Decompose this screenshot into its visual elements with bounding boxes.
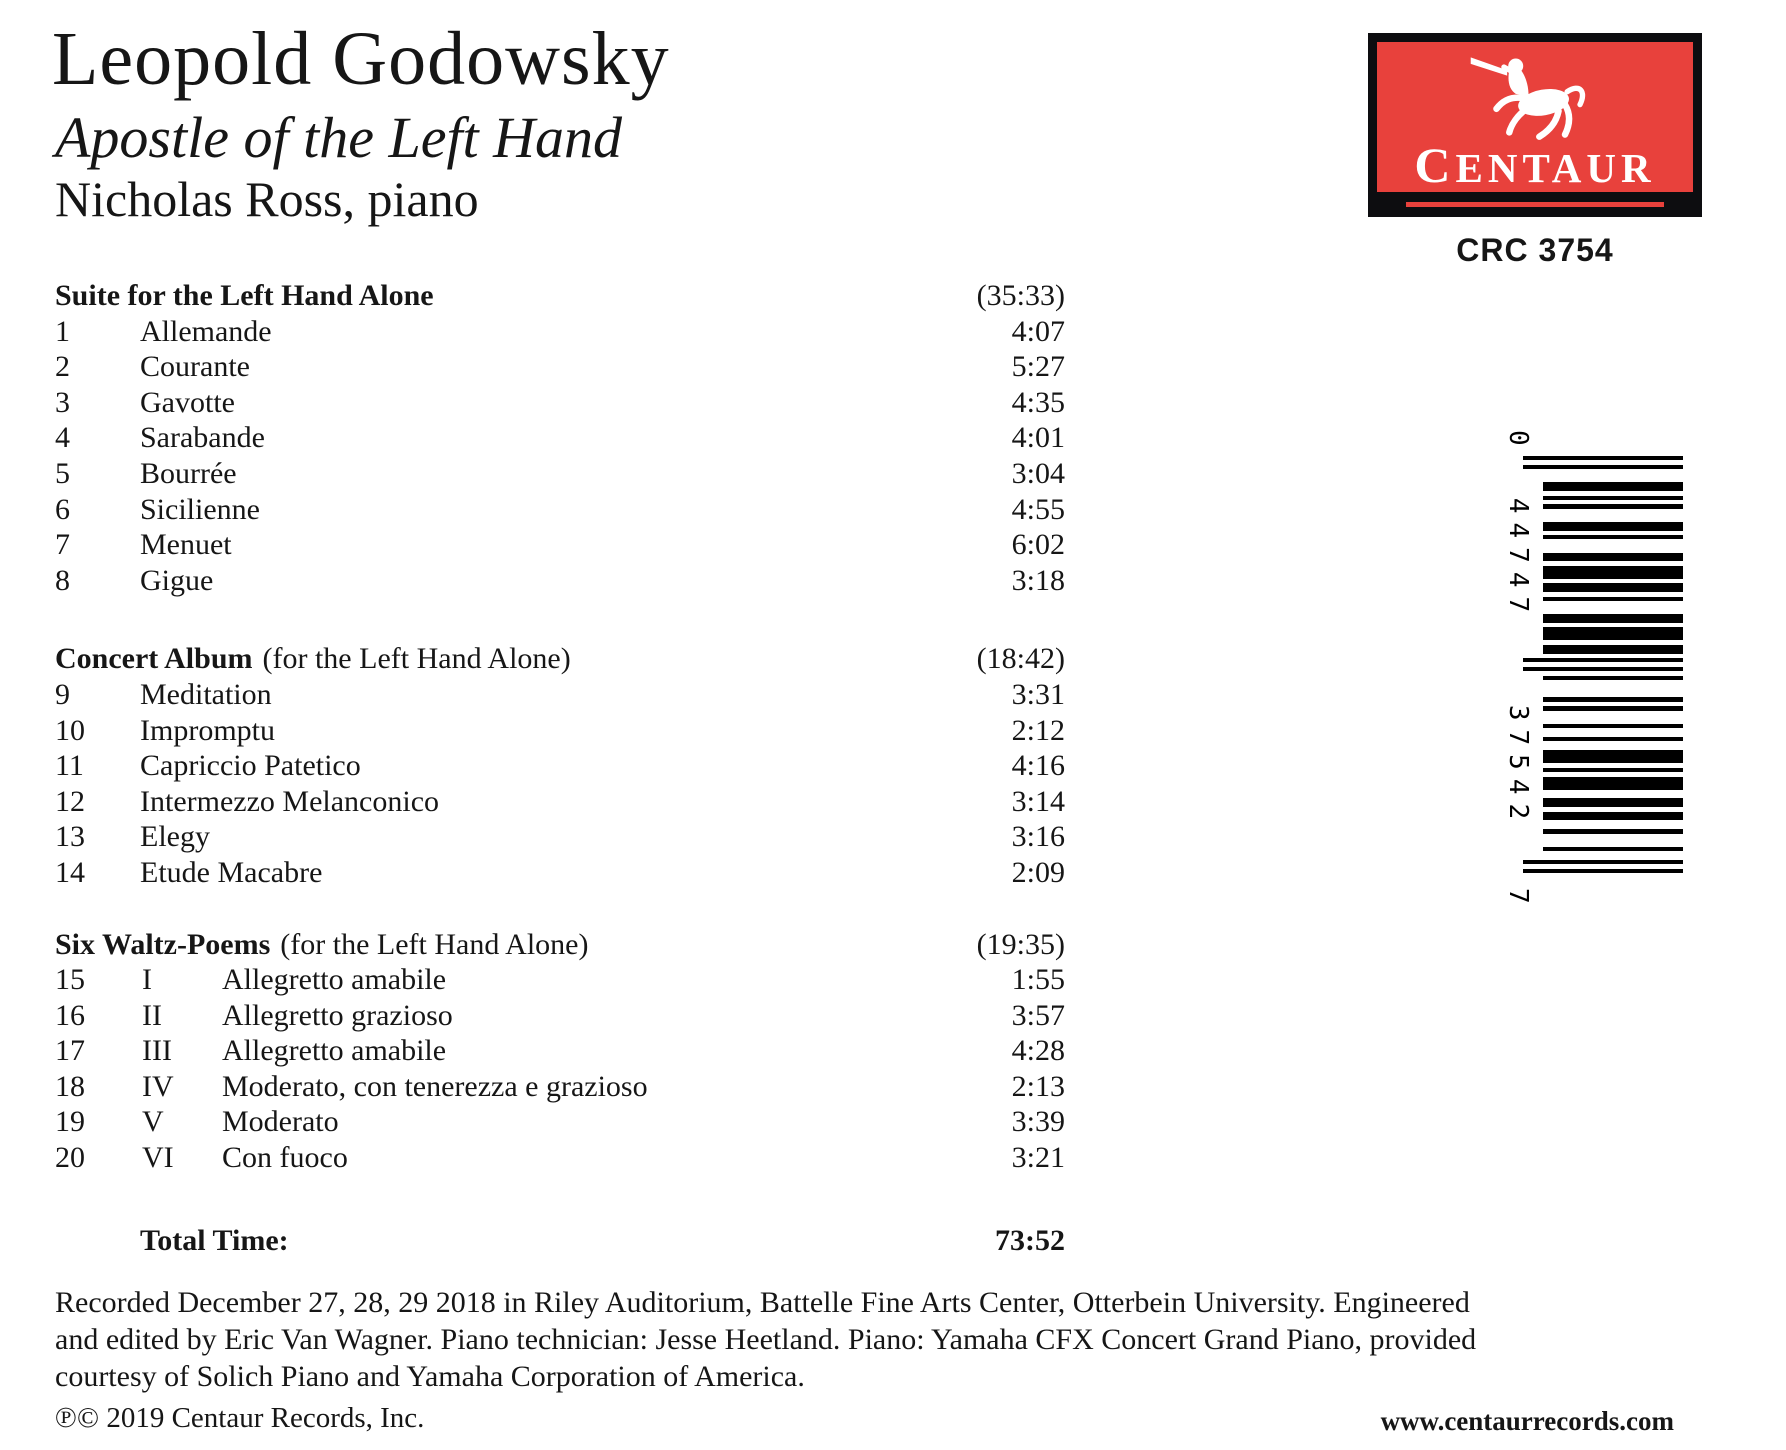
composer-title: Leopold Godowsky: [52, 17, 670, 101]
track-row: [55, 962, 1065, 998]
track-time: 4:01: [1011, 421, 1065, 455]
performer-line: Nicholas Ross, piano: [55, 171, 479, 227]
track-title: Sarabande: [140, 421, 265, 455]
track-row: [55, 855, 1065, 891]
track-time: 1:55: [1011, 963, 1065, 997]
barcode-digit-group1: 44747: [1503, 497, 1533, 622]
track-time: 2:12: [1011, 713, 1065, 747]
track-time: 3:21: [1011, 1141, 1065, 1175]
track-row: [55, 1140, 1065, 1176]
track-title: Moderato, con tenerezza e grazioso: [222, 1069, 648, 1103]
track-number: 10: [55, 713, 85, 747]
track-time: 4:28: [1011, 1034, 1065, 1068]
track-title: Gavotte: [140, 385, 235, 419]
track-movement: III: [142, 1034, 172, 1068]
barcode-inner: [1500, 428, 1683, 928]
track-row: [55, 713, 1065, 749]
section-subtitle: (for the Left Hand Alone): [280, 927, 589, 961]
track-movement: VI: [142, 1141, 174, 1175]
track-time: 3:39: [1011, 1105, 1065, 1139]
track-time: 3:57: [1011, 998, 1065, 1032]
track-number: 8: [55, 563, 70, 597]
track-number: 17: [55, 1034, 85, 1068]
track-row: [55, 998, 1065, 1034]
track-row: [55, 1104, 1065, 1140]
track-title: Allemande: [140, 314, 272, 348]
website-text: www.centaurrecords.com: [1380, 1406, 1674, 1436]
track-title: Allegretto amabile: [222, 1034, 447, 1068]
section-duration: (18:42): [976, 642, 1065, 676]
track-row: [55, 456, 1065, 492]
album-section: [55, 278, 1065, 598]
barcode: [1500, 428, 1683, 928]
album-section: [55, 927, 1065, 1176]
total-time-row: [55, 1223, 1065, 1259]
logo-brand-text: CENTAUR: [1414, 137, 1656, 193]
barcode-bars: [1523, 456, 1683, 873]
track-row: [55, 819, 1065, 855]
track-number: 19: [55, 1105, 85, 1139]
barcode-digit-trail: 7: [1503, 888, 1533, 904]
track-time: 5:27: [1011, 350, 1065, 384]
track-number: 9: [55, 677, 70, 711]
track-number: 18: [55, 1069, 85, 1103]
track-row: [55, 314, 1065, 350]
credit-line: Recorded December 27, 28, 29 2018 in Riley Auditorium, Battelle Fine Arts Center, Otterbein University. Engineered: [55, 1286, 1470, 1319]
track-number: 11: [55, 749, 84, 783]
track-number: 2: [55, 350, 70, 384]
track-title: Impromptu: [140, 713, 275, 747]
section-title: Suite for the Left Hand Alone: [55, 279, 434, 312]
track-row: [55, 784, 1065, 820]
track-row: [55, 677, 1065, 713]
credits-paragraph: [55, 1284, 1695, 1395]
logo-red-panel: [1377, 42, 1693, 192]
track-time: 3:14: [1011, 784, 1065, 818]
track-row: [55, 385, 1065, 421]
track-row: [55, 527, 1065, 563]
track-title: Intermezzo Melanconico: [140, 784, 440, 818]
total-time-label: Total Time:: [140, 1223, 289, 1257]
track-time: 4:07: [1011, 314, 1065, 348]
track-title: Gigue: [140, 563, 214, 597]
track-row: [55, 1069, 1065, 1105]
track-number: 13: [55, 820, 85, 854]
track-time: 3:18: [1011, 563, 1065, 597]
track-time: 4:55: [1011, 492, 1065, 526]
track-number: 14: [55, 855, 85, 889]
logo-underline: [1406, 202, 1664, 207]
section-title: Concert Album: [55, 642, 253, 676]
track-row: [55, 1033, 1065, 1069]
section-heading: [55, 927, 1065, 963]
track-title: Courante: [140, 350, 250, 384]
track-number: 7: [55, 528, 70, 562]
track-movement: V: [142, 1105, 164, 1139]
track-time: 3:31: [1011, 677, 1065, 711]
section-subtitle: (for the Left Hand Alone): [262, 642, 571, 676]
track-row: [55, 748, 1065, 784]
section-duration: (19:35): [976, 927, 1065, 961]
track-number: 20: [55, 1141, 85, 1175]
track-title: Allegretto grazioso: [222, 998, 453, 1032]
track-row: [55, 420, 1065, 456]
track-number: 12: [55, 784, 85, 818]
catalog-number: CRC 3754: [1456, 232, 1614, 268]
track-title: Menuet: [140, 528, 232, 562]
track-movement: IV: [142, 1069, 174, 1103]
section-heading: [55, 278, 1065, 314]
barcode-digit-lead: 0: [1503, 430, 1533, 446]
track-title: Etude Macabre: [140, 855, 323, 889]
track-row: [55, 492, 1065, 528]
centaur-figure-icon: [1460, 42, 1610, 150]
copyright-line: ℗© 2019 Centaur Records, Inc.: [55, 1402, 425, 1434]
track-number: 15: [55, 963, 85, 997]
credit-line: and edited by Eric Van Wagner. Piano technician: Jesse Heetland. Piano: Yamaha CFX Concert Grand Piano, provided: [55, 1323, 1477, 1356]
track-title: Elegy: [140, 820, 210, 854]
credit-line: courtesy of Solich Piano and Yamaha Corporation of America.: [55, 1360, 805, 1393]
total-time-value: 73:52: [995, 1223, 1065, 1257]
section-duration: (35:33): [976, 279, 1065, 312]
track-title: Meditation: [140, 677, 272, 711]
album-section: [55, 641, 1065, 890]
track-row: [55, 563, 1065, 599]
track-movement: II: [142, 998, 162, 1032]
track-number: 16: [55, 998, 85, 1032]
section-heading: [55, 641, 1065, 677]
centaur-logo: [1368, 33, 1702, 217]
album-subtitle: Apostle of the Left Hand: [55, 105, 623, 170]
track-time: 2:09: [1011, 855, 1065, 889]
track-row: [55, 349, 1065, 385]
track-list: [55, 278, 1065, 1258]
track-number: 3: [55, 385, 70, 419]
track-title: Sicilienne: [140, 492, 260, 526]
track-time: 2:13: [1011, 1069, 1065, 1103]
track-time: 6:02: [1011, 528, 1065, 562]
track-time: 3:04: [1011, 456, 1065, 490]
track-time: 4:35: [1011, 385, 1065, 419]
track-number: 6: [55, 492, 70, 526]
track-number: 4: [55, 421, 70, 455]
track-title: Moderato: [222, 1105, 339, 1139]
track-title: Bourrée: [140, 456, 237, 490]
track-movement: I: [142, 963, 152, 997]
track-title: Capriccio Patetico: [140, 749, 361, 783]
track-time: 3:16: [1011, 820, 1065, 854]
barcode-digit-group2: 37542: [1503, 704, 1533, 829]
track-number: 5: [55, 456, 70, 490]
track-number: 1: [55, 314, 70, 348]
track-title: Allegretto amabile: [222, 963, 447, 997]
track-time: 4:16: [1011, 749, 1065, 783]
section-title: Six Waltz-Poems: [55, 927, 271, 961]
track-title: Con fuoco: [222, 1141, 348, 1175]
